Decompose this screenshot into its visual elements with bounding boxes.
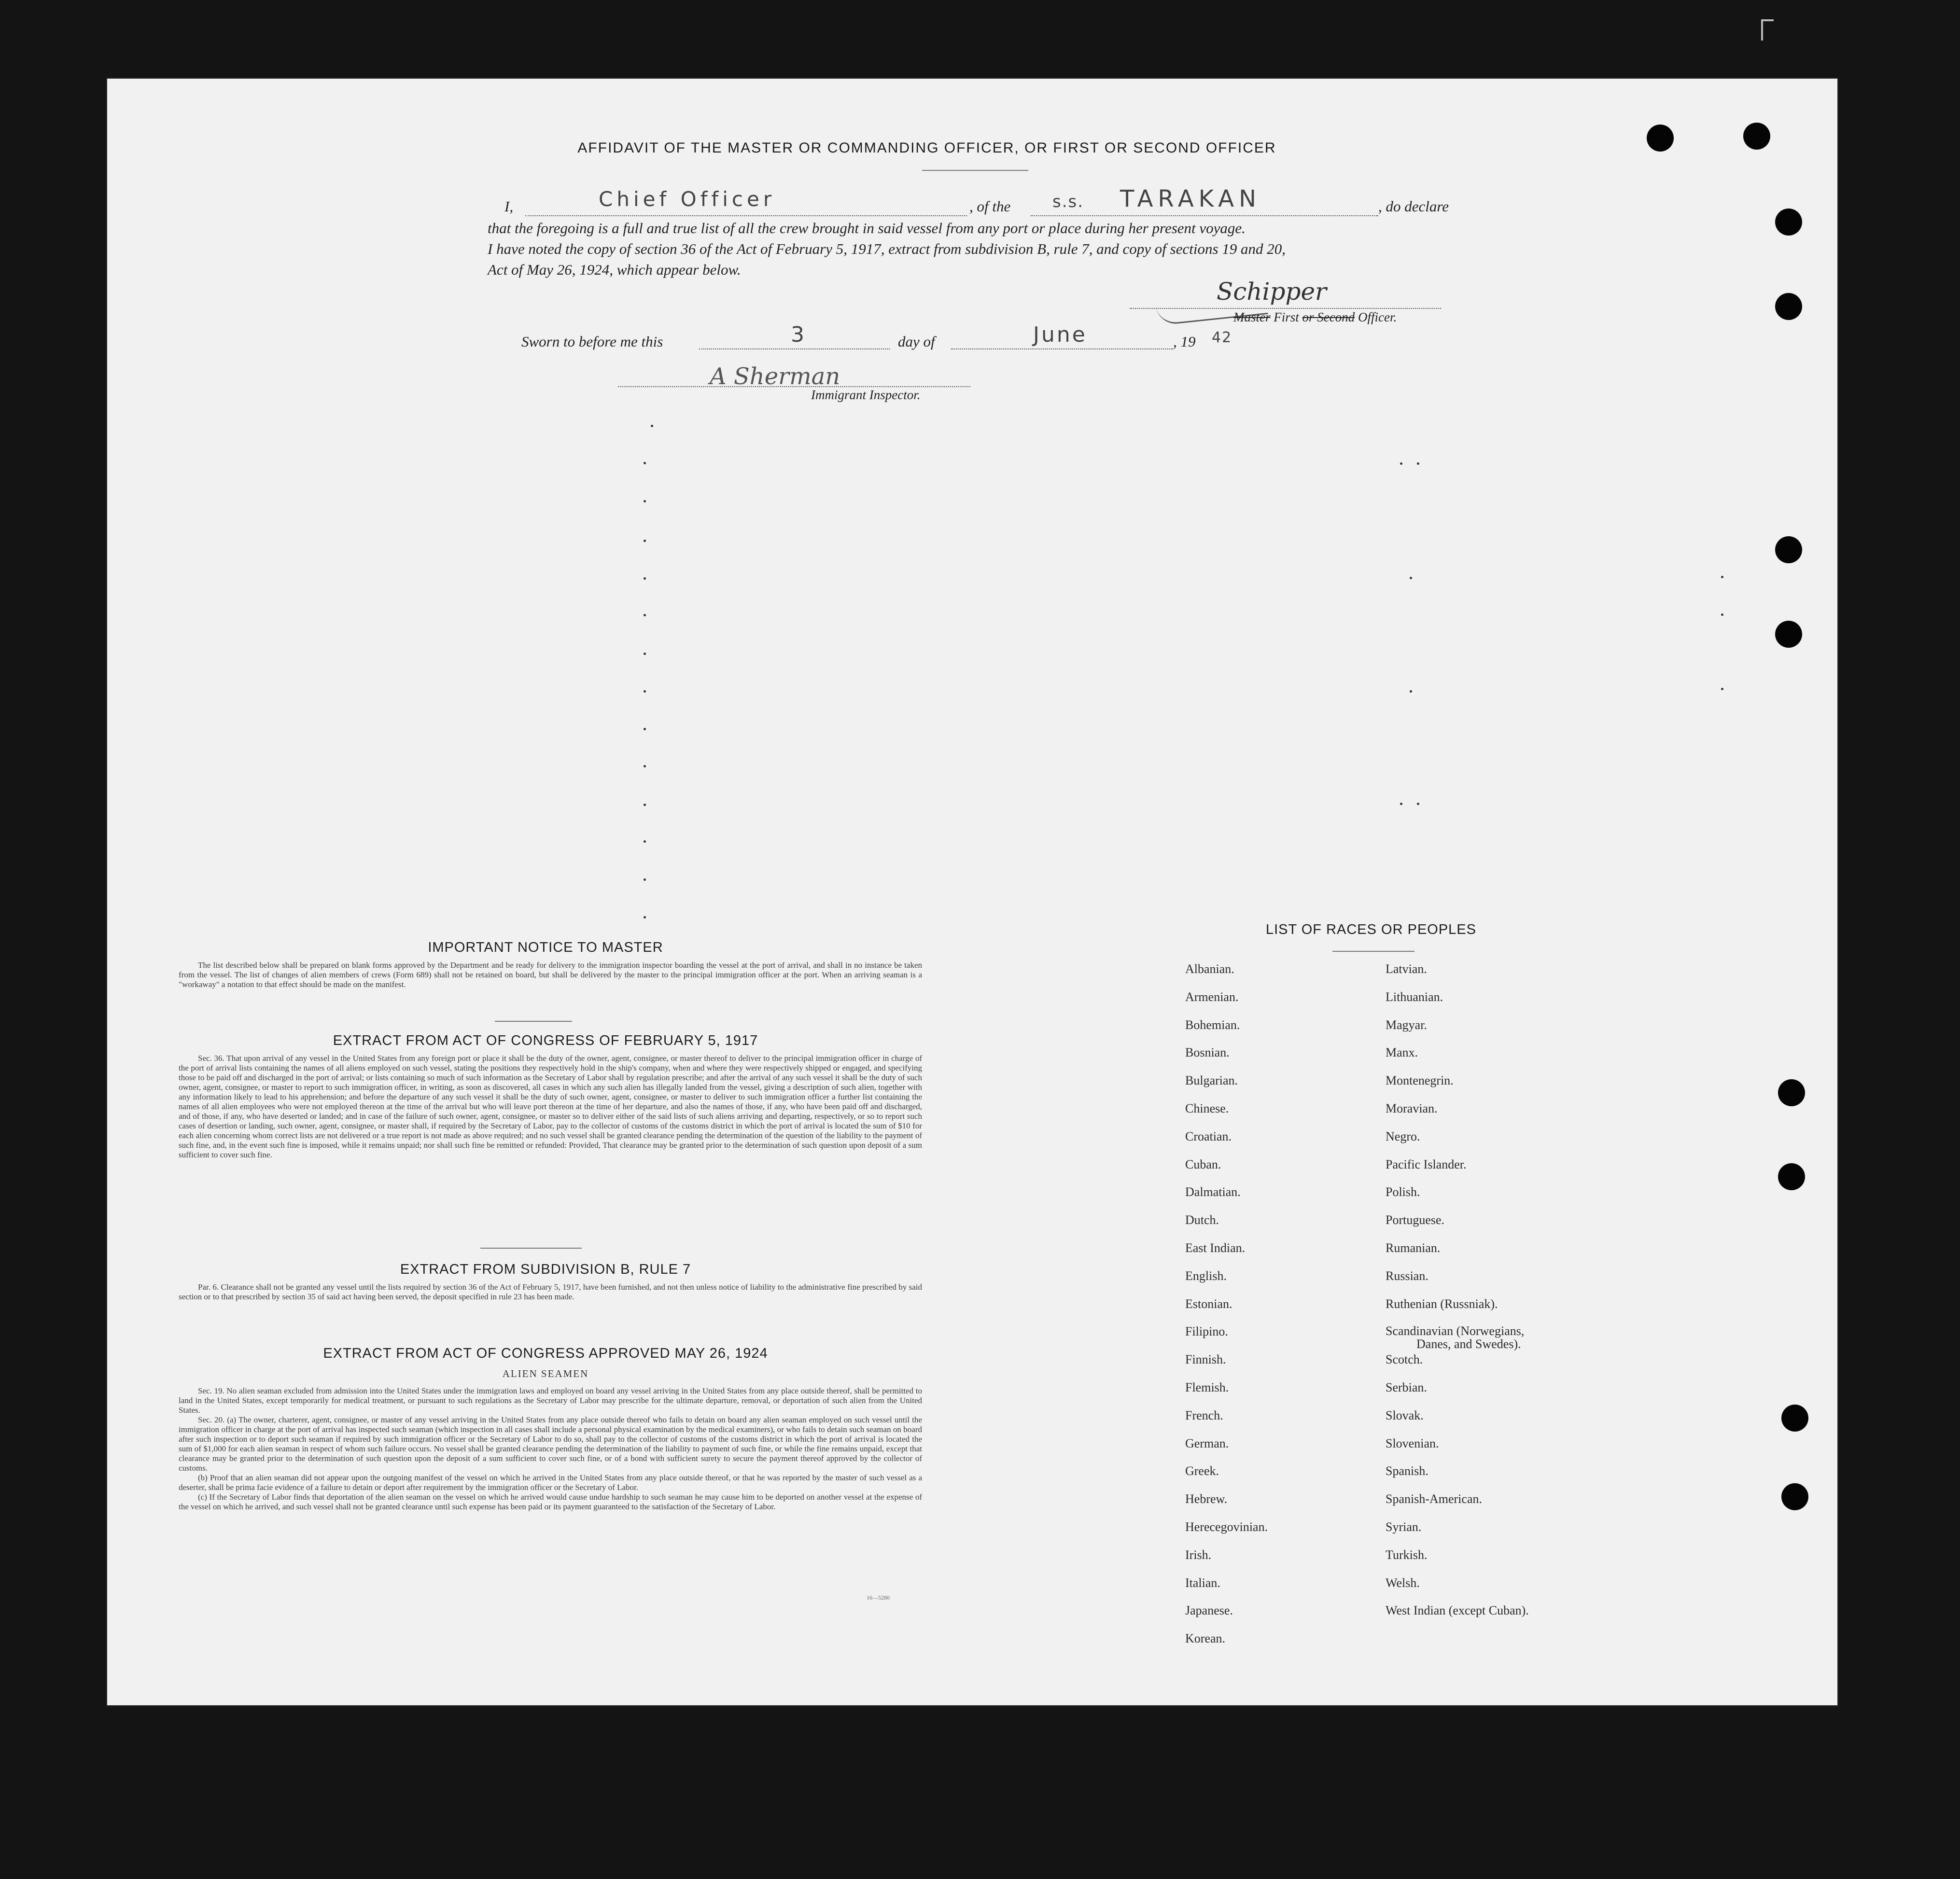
bleed-mark [1410,690,1412,693]
bleed-mark [644,804,646,806]
race-item-continuation: Danes, and Swedes). [1416,1337,1521,1351]
race-item: Magyar. [1386,1017,1427,1032]
race-item: Russian. [1386,1268,1428,1283]
race-item: Negro. [1386,1129,1420,1143]
extract-1924-title: EXTRACT FROM ACT OF CONGRESS APPROVED MAY 26, 1924 [323,1346,768,1361]
race-item: Croatian. [1185,1129,1232,1143]
affidavit-line2: that the foregoing is a full and true list of all the crew brought in said vessel from any port or place during her present voyage. [488,220,1246,237]
race-item: Irish. [1185,1547,1212,1562]
alien-seamen-subtitle: ALIEN SEAMEN [502,1368,589,1379]
bleed-mark [1410,577,1412,579]
signature-line [1130,308,1441,309]
race-item: Albanian. [1185,962,1234,976]
signer-or-second: or Second [1302,310,1355,324]
race-item: Cuban. [1185,1157,1221,1171]
race-item: English. [1185,1268,1227,1283]
punch-hole [1781,1483,1808,1510]
sworn-prefix: Sworn to before me this [521,333,663,350]
sec-20a-paragraph: Sec. 20. (a) The owner, charterer, agent, consignee, or master of any vessel arriving in the United States from any place outside thereof who fails to detain on board any alien seaman employed on such vessel until the immigration officer in charge at the port of arrival has inspected such seaman (which inspection in all cases shall include a personal physical examination by the medical examiners), or who fails to detain such seaman on board after such inspection or to deport such seaman if required by such immigration officer or the Secretary of Labor to do so, shall pay to the collector of customs of the customs district in which the port of arrival is located the sum of $1,000 for each alien seaman in respect of whom such failure occurs. No vessel shall be granted clearance pending the determination of the liability to payment of such fine, or while the fine remains unpaid, except that clearance may be granted prior to the determination of such question upon the deposit of a sum sufficient to cover such fine, or of a bond with sufficient surety to secure the payment thereof approved by the collector of customs. [179,1415,922,1473]
bleed-mark [1417,462,1419,465]
month-field-line [951,348,1173,349]
extract-1917-text [179,1054,922,1160]
year-printed: , 19 [1173,333,1196,350]
bleed-mark [644,916,646,919]
race-item: Japanese. [1185,1603,1233,1618]
bleed-mark [651,425,653,427]
race-item: Portuguese. [1386,1213,1445,1227]
bleed-mark [644,690,646,693]
race-item: Finnish. [1185,1352,1226,1367]
day-label: day of [898,333,935,350]
signer-first: First [1274,310,1299,324]
race-item: Filipino. [1185,1324,1228,1339]
officer-handwritten: Chief Officer [599,187,776,211]
divider [1332,951,1414,952]
races-column-2 [1386,962,1529,1631]
sec-20c-paragraph: (c) If the Secretary of Labor finds that deportation of the alien seaman on the vessel on which he arrived would cause undue hardship to such seaman he may cause him to be deported on another vessel at the expense of the vessel on which he arrived, and such vessel shall not be granted clearance until such expense has been paid or its payment guaranteed to the satisfaction of the Secretary of Labor. [179,1492,922,1511]
race-item: Welsh. [1386,1575,1420,1590]
affidavit-line1-prefix: I, [504,198,514,215]
punch-hole [1775,621,1802,648]
punch-hole [1743,123,1770,150]
bleed-mark [1721,576,1723,578]
month-handwritten: June [1033,322,1087,347]
race-item: Flemish. [1185,1380,1229,1394]
races-column-1 [1185,962,1268,1659]
inspector-line [618,386,970,387]
extract-1924-text [179,1386,922,1512]
notice-title: IMPORTANT NOTICE TO MASTER [428,940,663,955]
punch-hole [1775,536,1802,563]
vessel-name-handwritten: TARAKAN [1120,185,1261,212]
race-item: Bulgarian. [1185,1073,1238,1088]
bleed-mark [644,765,646,767]
form-number: 16—5280 [867,1594,890,1601]
punch-hole [1781,1405,1808,1432]
race-item: Slovenian. [1386,1436,1439,1450]
race-item: Bohemian. [1185,1017,1240,1032]
race-item: Greek. [1185,1464,1219,1478]
bleed-mark [644,540,646,542]
extract-1917-title: EXTRACT FROM ACT OF CONGRESS OF FEBRUARY 5, 1917 [333,1033,758,1048]
corner-mark [1761,19,1774,41]
punch-hole [1647,125,1674,152]
punch-hole [1778,1079,1805,1106]
inspector-signature: A Sherman [710,363,840,390]
race-item: Slovak. [1386,1408,1424,1422]
bleed-mark [644,614,646,616]
race-item: West Indian (except Cuban). [1386,1603,1529,1618]
punch-hole [1775,293,1802,320]
race-item: Turkish. [1386,1547,1428,1562]
punch-hole [1778,1163,1805,1190]
race-item: Armenian. [1185,989,1239,1004]
signer-master: Master [1233,310,1271,324]
subdivision-b-title: EXTRACT FROM SUBDIVISION B, RULE 7 [400,1262,691,1277]
affidavit-line1-suffix: , do declare [1378,198,1449,215]
race-item: Herecegovinian. [1185,1519,1268,1534]
signer-role [1233,310,1397,325]
race-item: Dalmatian. [1185,1185,1241,1199]
affidavit-line1-mid: , of the [969,198,1011,215]
notice-paragraph: The list described below shall be prepared on blank forms approved by the Department and be ready for delivery to the immigration inspector boarding the vessel at the port of arrival, and shall in no instance be taken from the vessel. The list of changes of alien members of crews (Form 689) shall not be retained on board, but shall be delivered by the master to the principal immigration officer at the port. When an arriving seaman is a "workaway" a notation to that effect should be made on the manifest. [179,960,922,989]
races-title: LIST OF RACES OR PEOPLES [1265,922,1477,937]
day-handwritten: 3 [791,322,809,347]
race-item: East Indian. [1185,1240,1246,1255]
race-item: Spanish-American. [1386,1492,1483,1506]
bleed-mark [644,840,646,843]
race-item: Bosnian. [1185,1045,1230,1060]
divider [495,1021,572,1022]
sec-20b-paragraph: (b) Proof that an alien seaman did not appear upon the outgoing manifest of the vessel on which he arrived in the United States from any place outside thereof, or that he was reported by the master of such vessel as a deserter, shall be prima facie evidence of a failure to detain or deport after requirement by the immigration officer or the Secretary of Labor. [179,1473,922,1492]
race-item: Syrian. [1386,1519,1422,1534]
bleed-mark [1721,688,1723,690]
affidavit-line3: I have noted the copy of section 36 of the Act of February 5, 1917, extract from subdivision B, rule 7, and copy of sections 19 and 20, [488,240,1286,257]
race-item: Hebrew. [1185,1492,1228,1506]
bleed-mark [1417,803,1419,805]
bleed-mark [1400,803,1402,805]
race-item: German. [1185,1436,1229,1450]
bleed-mark [644,500,646,502]
bleed-mark [644,878,646,881]
race-item: Italian. [1185,1575,1220,1590]
year-handwritten: 42 [1212,329,1232,346]
affidavit-line4: Act of May 26, 1924, which appear below. [488,261,741,278]
race-item: Scandinavian (Norwegians, [1386,1324,1525,1338]
race-item: Polish. [1386,1185,1420,1199]
affidavit-title: AFFIDAVIT OF THE MASTER OR COMMANDING OFFICER, OR FIRST OR SECOND OFFICER [577,140,1276,156]
bleed-mark [1721,613,1723,616]
bleed-mark [644,728,646,730]
inspector-label: Immigrant Inspector. [811,388,921,402]
race-item: Spanish. [1386,1464,1428,1478]
bleed-mark [1400,462,1402,465]
race-item: Serbian. [1386,1380,1427,1394]
race-item: Dutch. [1185,1213,1219,1227]
vessel-field-line [1031,215,1378,216]
subdivision-b-text [179,1282,922,1302]
officer-signature: Schipper [1217,278,1327,306]
race-item: Manx. [1386,1045,1418,1060]
race-item: Latvian. [1386,962,1427,976]
race-item: Pacific Islander. [1386,1157,1467,1171]
race-item: Korean. [1185,1631,1226,1646]
par-6-paragraph: Par. 6. Clearance shall not be granted any vessel until the lists required by section 36 of the Act of February 5, 1917, have been furnished, and not then unless notice of liability to the administrative fine prescribed by said section or to that prescribed by section 35 of said act having been served, the deposit specified in rule 23 has been made. [179,1282,922,1301]
day-field-line [699,348,890,349]
race-item: Montenegrin. [1386,1073,1454,1088]
race-item: Scotch. [1386,1352,1423,1367]
sec-19-paragraph: Sec. 19. No alien seaman excluded from admission into the United States under the immigration laws and employed on board any vessel arriving in the United States from any place outside thereof, shall be permitted to land in the United States, except temporarily for medical treatment, or pursuant to such regulations as the Secretary of Labor may prescribe for the ultimate departure, removal, or deportation of such alien from the United States. [179,1386,922,1415]
bleed-mark [644,577,646,580]
race-item: Ruthenian (Russniak). [1386,1296,1498,1311]
race-item: Rumanian. [1386,1240,1441,1255]
signer-officer: Officer. [1358,310,1397,324]
race-item: Lithuanian. [1386,989,1443,1004]
race-item-multiline [1386,1324,1529,1352]
sec-36-paragraph: Sec. 36. That upon arrival of any vessel in the United States from any foreign port or place it shall be the duty of the owner, agent, consignee, or master thereof to deliver to the principal immigration officer in charge of the port of arrival lists containing the names of all aliens employed on such vessel, stating the positions they respectively hold in the ship's company, when and where they were respectively shipped or engaged, and specifying those to be paid off and discharged in the port of arrival; or lists containing so much of such information as the Secretary of Labor shall by regulation prescribe; and after the arrival of any such vessel it shall be the duty of such owner, agent, consignee, or master to report to such immigration officer, in writing, as soon as discovered, all cases in which any such alien has illegally landed from the vessel, giving a description of such alien, together with any information likely to lead to his apprehension; and before the departure of any such vessel it shall be the duty of such owner, agent, consignee, or master to deliver to such immigration officer a further list containing the names of all alien employees who were not employed thereon at the time of the arrival but who will leave port thereon at the time of her departure, and also the names of those, if any, who have been paid off and discharged, and of those, if any, who have deserted or landed; and in case of the failure of such owner, agent, consignee, or master so to deliver either of the said lists of such aliens arriving and departing, respectively, or so to report such cases of desertion or landing, such owner, agent, consignee, or master shall, if required by the Secretary of Labor, pay to the collector of customs of the customs district in which the port of arrival is located the sum of $10 for each alien concerning whom correct lists are not delivered or a true report is not made as above required; and no such vessel shall be granted clearance pending the determination of the question of the liability to the payment of such fine, and, in the event such fine is imposed, while it remains unpaid; nor shall such fine be remitted or refunded: Provided, That clearance may be granted prior to the determination of such question upon deposit of a sum sufficient to cover such fine. [179,1054,922,1159]
bleed-mark [644,653,646,655]
race-item: Moravian. [1386,1101,1438,1115]
race-item: Chinese. [1185,1101,1229,1115]
race-item: Estonian. [1185,1296,1232,1311]
divider [480,1248,582,1249]
notice-text [179,960,922,989]
race-item: French. [1185,1408,1223,1422]
punch-hole [1775,209,1802,236]
bleed-mark [644,462,646,464]
vessel-prefix-handwritten: s.s. [1052,192,1084,211]
divider [922,170,1028,171]
officer-field-line [525,215,967,216]
